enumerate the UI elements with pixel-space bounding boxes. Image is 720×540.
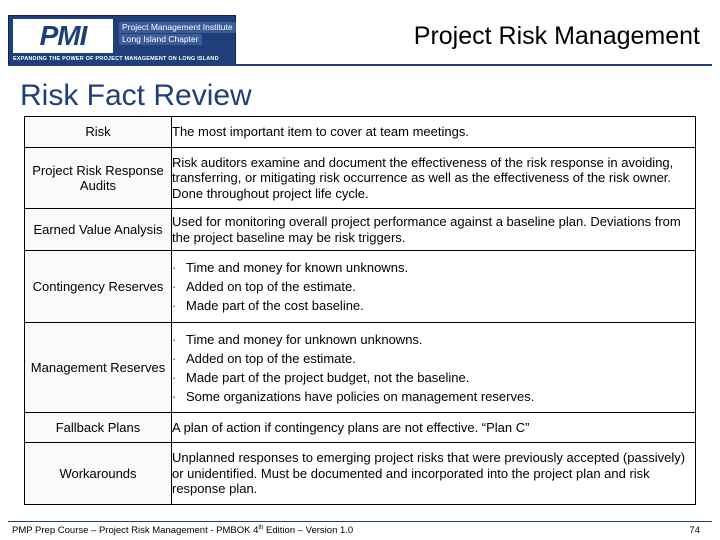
term-cell: Project Risk Response Audits	[25, 148, 172, 209]
bullet-item: · Added on top of the estimate.	[172, 349, 695, 368]
pmi-logo-mark: PMI	[13, 19, 113, 53]
footer-course-suffix: Edition – Version 1.0	[263, 525, 354, 537]
definition-cell: A plan of action if contingency plans are not effective. “Plan C”	[172, 413, 696, 443]
footer-course-prefix: PMP Prep Course – Project Risk Management - PMBOK 4	[12, 525, 259, 537]
table-row	[25, 413, 696, 443]
bullet-list	[172, 258, 695, 315]
table-row	[25, 251, 696, 323]
bullet-item: · Time and money for unknown unknowns.	[172, 330, 695, 349]
table-row	[25, 443, 696, 505]
table-row	[25, 117, 696, 148]
logo-org-line1: Project Management Institute	[119, 22, 236, 33]
term-cell: Workarounds	[25, 443, 172, 505]
pmi-logo	[8, 15, 236, 65]
term-cell: Risk	[25, 117, 172, 148]
table-row	[25, 209, 696, 251]
bullet-item: · Made part of the cost baseline.	[172, 296, 695, 315]
bullet-item: · Time and money for known unknowns.	[172, 258, 695, 277]
table-row	[25, 323, 696, 413]
definition-cell: Unplanned responses to emerging project risks that were previously accepted (passively) or unidentified. Must be documented and incorporated into the project plan and risk response plan.	[172, 443, 696, 505]
term-cell: Management Reserves	[25, 323, 172, 413]
bullet-item: · Added on top of the estimate.	[172, 277, 695, 296]
definition-cell	[172, 251, 696, 323]
bullet-list	[172, 330, 695, 406]
header-divider	[8, 64, 712, 66]
logo-org-line2: Long Island Chapter	[119, 34, 202, 45]
footer-divider	[8, 521, 712, 522]
definition-cell: Risk auditors examine and document the effectiveness of the risk response in avoiding, transferring, or mitigating risk occurrence as well as the effectiveness of the risk owner. Done throughout project life cycle.	[172, 148, 696, 209]
table-row	[25, 148, 696, 209]
bullet-item: · Some organizations have policies on management reserves.	[172, 387, 695, 406]
term-cell: Fallback Plans	[25, 413, 172, 443]
header-title: Project Risk Management	[413, 22, 700, 50]
term-cell: Contingency Reserves	[25, 251, 172, 323]
bullet-item: · Made part of the project budget, not the baseline.	[172, 368, 695, 387]
risk-fact-table	[24, 116, 696, 505]
term-cell: Earned Value Analysis	[25, 209, 172, 251]
definition-cell: Used for monitoring overall project performance against a baseline plan. Deviations from the project baseline may be risk triggers.	[172, 209, 696, 251]
logo-tagline: EXPANDING THE POWER OF PROJECT MANAGEMENT ON LONG ISLAND	[13, 56, 219, 62]
page-number: 74	[689, 525, 700, 536]
slide-title: Risk Fact Review	[20, 79, 252, 112]
footer-course-title	[12, 525, 353, 536]
footer-course-sup: th	[258, 525, 264, 531]
definition-cell: The most important item to cover at team meetings.	[172, 117, 696, 148]
definition-cell	[172, 323, 696, 413]
